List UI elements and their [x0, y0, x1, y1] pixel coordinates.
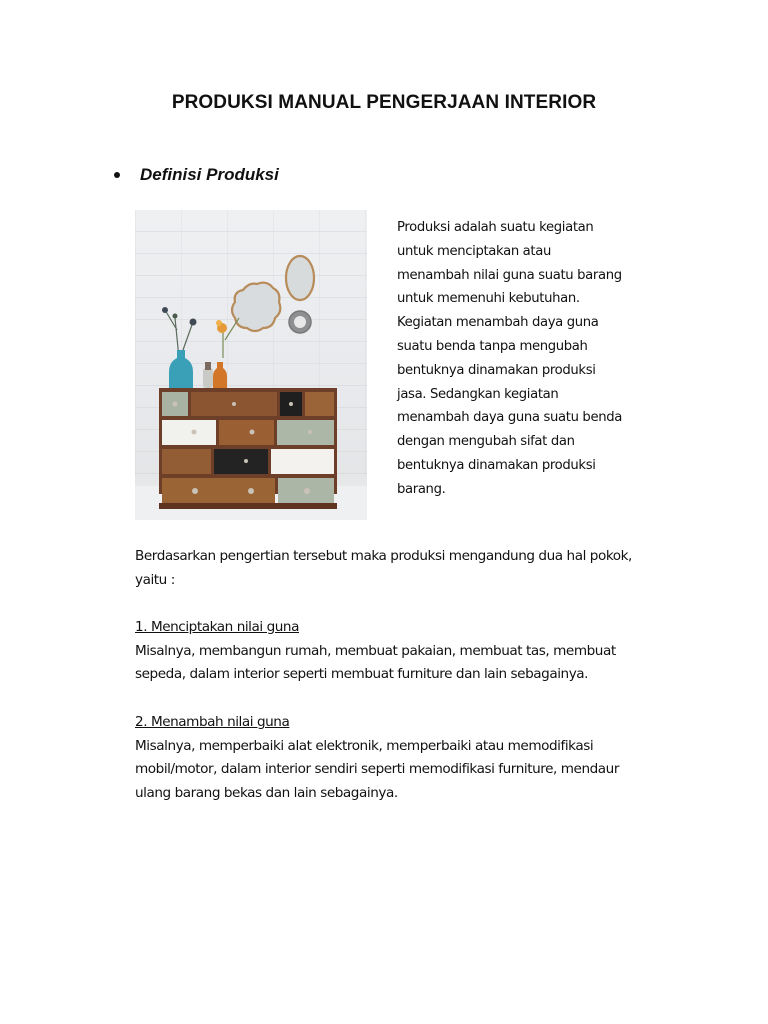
point-1-line: sepeda, dalam interior seperti membuat furniture dan lain sebagainya.: [135, 666, 589, 682]
point-2-line: mobil/motor, dalam interior sendiri seperti memodifikasi furniture, mendaur: [135, 761, 619, 777]
definition-line: menambah daya guna suatu benda: [397, 410, 622, 426]
intro-line: Berdasarkan pengertian tersebut maka produksi mengandung dua hal pokok,: [135, 548, 632, 564]
definition-line: suatu benda tanpa mengubah: [397, 338, 588, 354]
point-1-line: Misalnya, membangun rumah, membuat pakaian, membuat tas, membuat: [135, 642, 616, 659]
section-definisi-produksi: [110, 165, 279, 185]
definition-line: jasa. Sedangkan kegiatan: [397, 386, 559, 402]
point-1: [135, 616, 695, 687]
definition-line: Kegiatan menambah daya guna: [397, 315, 599, 331]
intro-line: yaitu :: [135, 571, 175, 588]
definition-paragraph: [397, 216, 667, 502]
chest-of-drawers-illustration: [135, 210, 367, 520]
point-2-line: ulang barang bekas dan lain sebagainya.: [135, 784, 398, 801]
intro-paragraph: [135, 545, 695, 592]
definition-line: Produksi adalah suatu kegiatan: [397, 220, 594, 235]
definition-line: untuk menciptakan atau: [397, 243, 551, 259]
bullet-icon: [114, 172, 120, 178]
definition-line: barang.: [397, 481, 446, 497]
section-heading-text: Definisi Produksi: [140, 165, 279, 184]
definition-line: menambah nilai guna suatu barang: [397, 267, 622, 283]
definition-line: bentuknya dinamakan produksi: [397, 457, 596, 473]
definition-line: untuk memenuhi kebutuhan.: [397, 291, 580, 307]
point-2-heading: 2. Menambah nilai guna: [135, 714, 290, 730]
point-2-line: Misalnya, memperbaiki alat elektronik, memperbaiki atau memodifikasi: [135, 737, 594, 754]
document-title: PRODUKSI MANUAL PENGERJAAN INTERIOR: [171, 92, 597, 113]
furniture-photo: [135, 210, 367, 520]
definition-line: bentuknya dinamakan produksi: [397, 362, 596, 378]
point-2: [135, 711, 695, 805]
definition-line: dengan mengubah sifat dan: [397, 434, 575, 450]
point-1-heading: 1. Menciptakan nilai guna: [135, 619, 299, 635]
